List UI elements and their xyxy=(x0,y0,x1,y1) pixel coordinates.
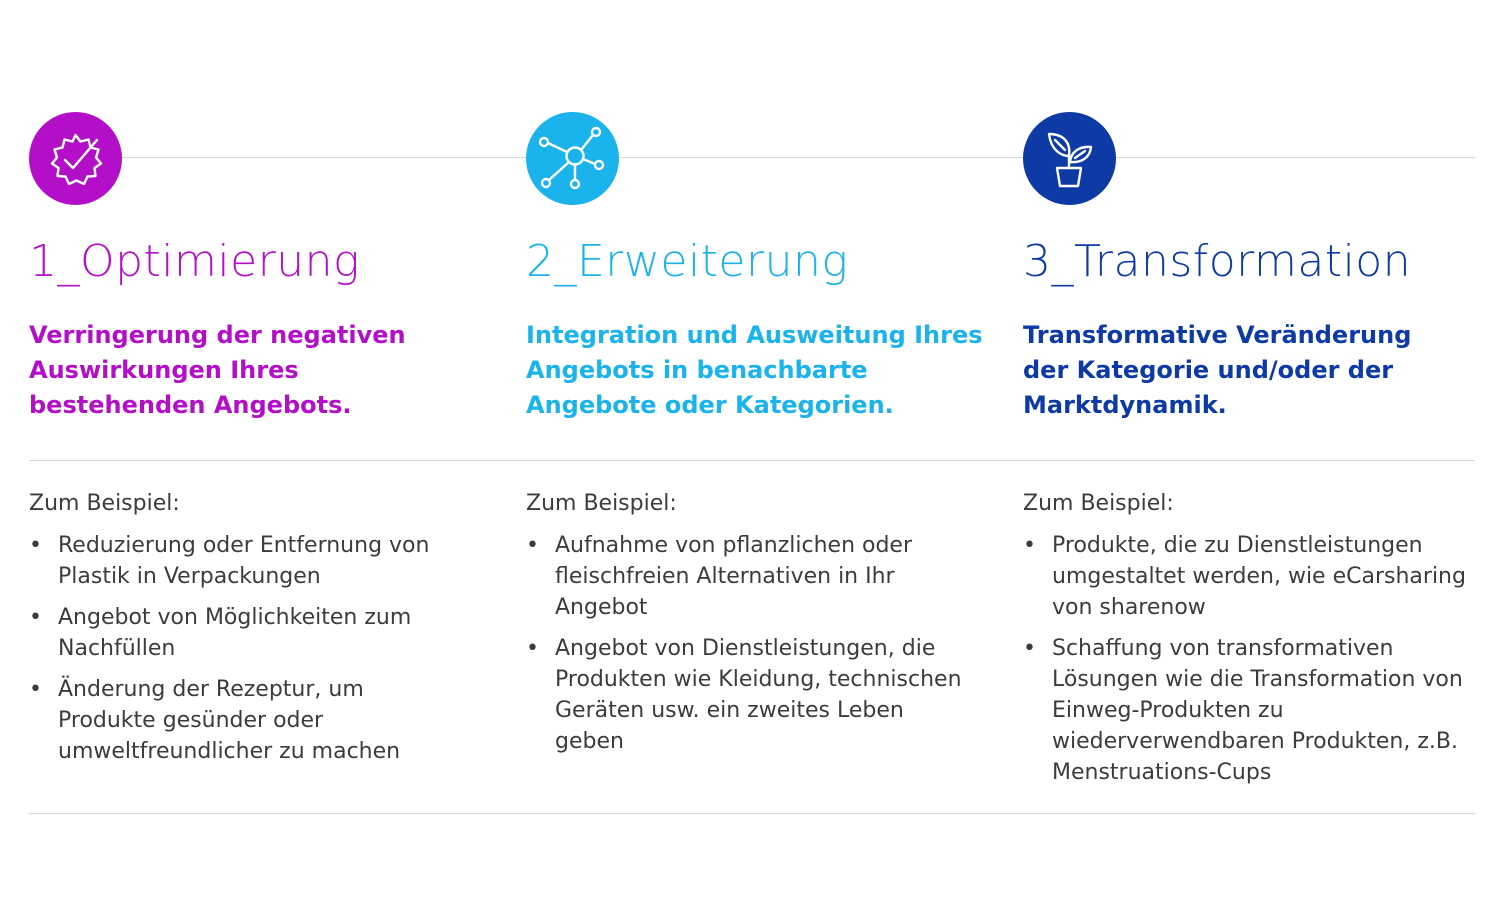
column-lead: Integration und Ausweitung Ihres Angebots in benachbarte Angebote oder Kategorien. xyxy=(526,321,983,419)
list-item-text: Angebot von Dienstleistungen, die Produkten wie Kleidung, technischen Geräten usw. ein zweites Leben geben xyxy=(555,636,962,754)
column-title: 3_Transformation xyxy=(1023,236,1412,287)
column-intro: Zum Beispiel: xyxy=(1023,491,1174,516)
list-item xyxy=(29,530,459,592)
example-list xyxy=(29,530,459,777)
top-connector-line xyxy=(70,157,1475,158)
list-item-text: Schaffung von transformativen Lösungen wie die Transformation von Einweg-Produkten zu wiederverwendbaren Produkten, z.B. Menstruations-Cups xyxy=(1052,636,1463,785)
list-item-text: Angebot von Möglichkeiten zum Nachfüllen xyxy=(58,605,412,661)
list-item-text: Aufnahme von pflanzlichen oder fleischfreien Alternativen in Ihr Angebot xyxy=(555,533,913,620)
bullet-icon: • xyxy=(29,677,42,702)
bullet-icon: • xyxy=(29,605,42,630)
list-item xyxy=(1023,530,1468,623)
column-intro: Zum Beispiel: xyxy=(526,491,677,516)
plant-pot-icon xyxy=(1023,112,1116,205)
list-item-text: Reduzierung oder Entfernung von Plastik in Verpackungen xyxy=(58,533,430,589)
list-item xyxy=(526,633,971,757)
list-item-text: Produkte, die zu Dienstleistungen umgestaltet werden, wie eCarsharing von sharenow xyxy=(1052,533,1466,620)
list-item-text: Änderung der Rezeptur, um Produkte gesünder oder umweltfreundlicher zu machen xyxy=(58,677,401,764)
example-list xyxy=(526,530,971,767)
bullet-icon: • xyxy=(526,636,539,661)
column-intro: Zum Beispiel: xyxy=(29,491,180,516)
bottom-divider xyxy=(29,813,1475,814)
bullet-icon: • xyxy=(29,533,42,558)
column-title: 2_Erweiterung xyxy=(526,236,849,287)
example-list xyxy=(1023,530,1468,798)
column-lead: Verringerung der negativen Auswirkungen Ihres bestehenden Angebots. xyxy=(29,321,406,419)
middle-divider xyxy=(29,460,1475,461)
list-item xyxy=(1023,633,1468,788)
list-item xyxy=(29,674,459,767)
network-hub-icon xyxy=(526,112,619,205)
column-title: 1_Optimierung xyxy=(29,236,360,287)
list-item xyxy=(526,530,971,623)
gear-check-icon xyxy=(29,112,122,205)
bullet-icon: • xyxy=(1023,533,1036,558)
list-item xyxy=(29,602,459,664)
column-lead: Transformative Veränderung der Kategorie und/oder der Marktdynamik. xyxy=(1023,321,1412,419)
bullet-icon: • xyxy=(526,533,539,558)
bullet-icon: • xyxy=(1023,636,1036,661)
